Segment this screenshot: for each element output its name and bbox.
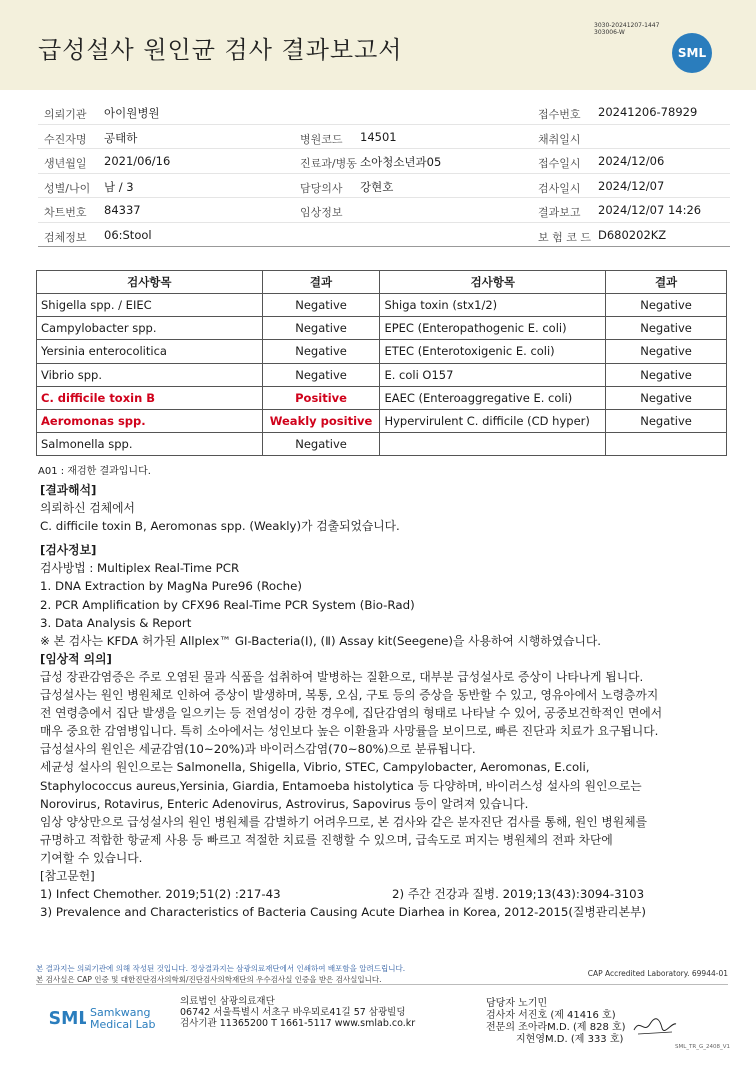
sexage-value: 남 / 3 — [104, 179, 134, 194]
report-body — [40, 481, 720, 921]
section-title: [결과해석] — [40, 483, 97, 497]
table-row — [37, 317, 727, 340]
body-line: 전 연령층에서 집단 발생을 일으키는 등 전염성이 강한 경우에, 집단감염의 형태로 나타날 수 있어, 공중보건학적인 면에서 — [40, 706, 663, 721]
table-row — [37, 340, 727, 363]
col-header-result: 결과 — [606, 271, 727, 294]
test-result: Negative — [606, 340, 727, 363]
test-item: Yersinia enterocolitica — [37, 340, 263, 363]
test-result: Negative — [606, 386, 727, 409]
retest-note: A01 : 재검한 결과입니다. — [38, 466, 151, 477]
report-header — [0, 0, 756, 90]
doctor-label: 담당의사 — [300, 181, 343, 195]
disclaimer-line: 본 검사실은 CAP 인증 및 대한진단검사의학회/진단검사의학재단의 우수검사실 인증을 받은 검사실입니다. — [36, 975, 382, 984]
birth-value: 2021/06/16 — [104, 154, 171, 168]
results-header-row — [37, 271, 727, 294]
col-header-item: 검사항목 — [380, 271, 606, 294]
test-result: Negative — [262, 340, 380, 363]
sml-logo-icon — [46, 1003, 86, 1029]
table-row — [37, 409, 727, 432]
body-line: 임상 양상만으로 급성설사의 원인 병원체를 감별하기 어려우므로, 본 검사와 같은 분자진단 검사를 통해, 원인 병원체를 — [40, 814, 647, 829]
body-line: 2. PCR Amplification by CFX96 Real-Time PCR System (Bio-Rad) — [40, 597, 415, 612]
receipt-date-label: 접수일시 — [538, 157, 581, 170]
brand-line: Medical Lab — [90, 1018, 156, 1031]
test-date-value: 2024/12/07 — [598, 178, 665, 193]
test-result: Negative — [606, 294, 727, 317]
test-result: Negative — [262, 433, 380, 456]
body-line: Norovirus, Rotavirus, Enteric Adenovirus, Astrovirus, Sapovirus 등이 알려져 있습니다. — [40, 796, 529, 811]
collect-label: 채취일시 — [538, 132, 581, 146]
signatory-line: 전문의 조아라M.D. (제 828 호) — [486, 1022, 626, 1033]
section-title: [검사정보] — [40, 543, 97, 558]
clinical-label: 임상정보 — [300, 206, 343, 219]
report-label: 결과보고 — [538, 206, 581, 219]
doctor-value: 강현호 — [360, 179, 394, 194]
disclaimer-line: 본 결과지는 의뢰기관에 의해 작성된 것입니다. 정상결과지는 삼광의료재단에서 인쇄하여 배포함을 알려드립니다. — [36, 964, 406, 973]
receipt-no-label: 접수번호 — [538, 108, 581, 121]
table-row — [37, 433, 727, 456]
dept-label: 진료과/병동 — [300, 157, 357, 170]
col-header-item: 검사항목 — [37, 271, 263, 294]
sexage-label: 성별/나이 — [44, 181, 91, 195]
reference-1: 1) Infect Chemother. 2019;51(2) :217-43 — [40, 887, 281, 902]
test-result: Positive — [262, 386, 380, 409]
name-value: 공태하 — [104, 130, 138, 145]
specimen-value: 06:Stool — [104, 227, 152, 242]
cap-accreditation: CAP Accredited Laboratory. 69944-01 — [587, 969, 728, 978]
hospcode-label: 병원코드 — [300, 132, 343, 146]
test-result: Negative — [262, 294, 380, 317]
body-line: 3. Data Analysis & Report — [40, 615, 192, 630]
brand-line: Samkwang — [90, 1006, 151, 1019]
test-result: Weakly positive — [262, 409, 380, 432]
test-result — [606, 433, 727, 456]
test-item — [380, 433, 606, 456]
body-line: C. difficile toxin B, Aeromonas spp. (Weakly)가 검출되었습니다. — [40, 519, 400, 534]
birth-label: 생년월일 — [44, 157, 87, 170]
reference-3: 3) Prevalence and Characteristics of Bacteria Causing Acute Diarhea in Korea, 2012-2015(질병관리본부) — [40, 905, 646, 920]
document-number: 3030-20241207-1447 303006-W — [594, 22, 660, 36]
receipt-no-value: 20241206-78929 — [598, 105, 698, 119]
test-date-label: 검사일시 — [538, 181, 581, 195]
body-line: ※ 본 검사는 KFDA 허가된 Allplex™ GI-Bacteria(Ⅰ), (Ⅱ) Assay kit(Seegene)을 사용하여 시행하였습니다. — [40, 633, 602, 648]
body-line: 급성설사는 원인 병원체로 인하여 증상이 발생하며, 복통, 오심, 구토 등의 증상을 동반할 수 있고, 영유아에서 노령층까지 — [40, 688, 659, 703]
test-item: Campylobacter spp. — [37, 317, 263, 340]
test-item: EAEC (Enteroaggregative E. coli) — [380, 386, 606, 409]
body-line: 검사방법 : Multiplex Real-Time PCR — [40, 561, 240, 576]
results-table — [36, 270, 727, 456]
footer-divider — [36, 984, 728, 985]
signatory-line: 검사자 서진호 (제 41416 호) — [486, 1010, 616, 1021]
test-result: Negative — [606, 317, 727, 340]
body-line: 매우 중요한 감염병입니다. 특히 소아에서는 성인보다 높은 이환율과 사망률을 보이므로, 빠른 진단과 치료가 요구됩니다. — [40, 724, 659, 739]
handwritten-signature — [632, 1014, 678, 1038]
body-line: 급성설사의 원인은 세균감염(10~20%)과 바이러스감염(70~80%)으로 분류됩니다. — [40, 742, 476, 757]
specimen-label: 검체정보 — [44, 230, 87, 244]
test-result: Negative — [606, 363, 727, 386]
test-item: E. coli O157 — [380, 363, 606, 386]
section-title: [임상적 의의] — [40, 651, 112, 666]
institution-value: 아이원병원 — [104, 106, 160, 120]
signatories — [486, 998, 626, 1046]
ins-label: 보 험 코 드 — [538, 230, 591, 244]
test-item: Aeromonas spp. — [37, 409, 263, 432]
chart-label: 차트번호 — [44, 206, 87, 219]
test-item: Shiga toxin (stx1/2) — [380, 294, 606, 317]
ins-value: D680202KZ — [598, 227, 667, 242]
signatory-line: 지현영M.D. (제 333 호) — [516, 1034, 624, 1045]
signatory-line: 담당자 노기민 — [486, 998, 548, 1009]
table-row — [37, 294, 727, 317]
patient-info — [38, 100, 730, 247]
test-result: Negative — [262, 317, 380, 340]
institution-label: 의뢰기관 — [44, 108, 87, 121]
table-row — [37, 386, 727, 409]
name-label: 수진자명 — [44, 132, 87, 146]
lab-address: 의료법인 삼광의료재단 06742 서울특별시 서초구 바우뫼로41길 57 삼광빌딩 검사기관 11365200 T 1661-5117 www.smlab.co.kr — [180, 996, 416, 1029]
dept-value: 소아청소년과05 — [360, 155, 442, 169]
body-line: 세균성 설사의 원인으로는 Salmonella, Shigella, Vibrio, STEC, Campylobacter, Aeromonas, E.coli, — [40, 760, 590, 775]
hospcode-value: 14501 — [360, 129, 397, 144]
test-item: Shigella spp. / EIEC — [37, 294, 263, 317]
svg-text:SML: SML — [48, 1008, 86, 1029]
receipt-date-value: 2024/12/06 — [598, 154, 665, 168]
report-title: 급성설사 원인균 검사 결과보고서 — [38, 36, 403, 64]
test-item: EPEC (Enteropathogenic E. coli) — [380, 317, 606, 340]
body-line: 급성 장관감염증은 주로 오염된 물과 식품을 섭취하여 발병하는 질환으로, 대부분 급성설사로 증상이 나타나게 됩니다. — [40, 669, 644, 684]
report-value: 2024/12/07 14:26 — [598, 203, 702, 217]
test-item: C. difficile toxin B — [37, 386, 263, 409]
col-header-result: 결과 — [262, 271, 380, 294]
body-line: 규명하고 적합한 항균제 사용 등 빠르고 적절한 치료를 진행할 수 있으며, 급속도로 퍼지는 병원체의 전파 차단에 — [40, 832, 613, 847]
footer-logo — [46, 1003, 156, 1033]
sml-logo-icon: SML — [672, 33, 712, 73]
test-item: Salmonella spp. — [37, 433, 263, 456]
test-item: Vibrio spp. — [37, 363, 263, 386]
reference-2: 2) 주간 건강과 질병. 2019;13(43):3094-3103 — [392, 887, 645, 902]
footer-disclaimer — [36, 963, 728, 985]
form-code: SML_TR_G_2408_V1 — [674, 1044, 730, 1050]
body-line: Staphylococcus aureus,Yersinia, Giardia, Entamoeba histolytica 등 다양하며, 바이러스성 설사의 원인으로는 — [40, 778, 642, 793]
body-line: 1. DNA Extraction by MagNa Pure96 (Roche) — [40, 579, 302, 594]
test-item: Hypervirulent C. difficile (CD hyper) — [380, 409, 606, 432]
section-title: [참고문헌] — [40, 868, 95, 883]
table-row — [37, 363, 727, 386]
chart-value: 84337 — [104, 203, 141, 217]
test-item: ETEC (Enterotoxigenic E. coli) — [380, 340, 606, 363]
test-result: Negative — [606, 409, 727, 432]
body-line: 기여할 수 있습니다. — [40, 850, 143, 865]
body-line: 의뢰하신 검체에서 — [40, 501, 135, 516]
test-result: Negative — [262, 363, 380, 386]
